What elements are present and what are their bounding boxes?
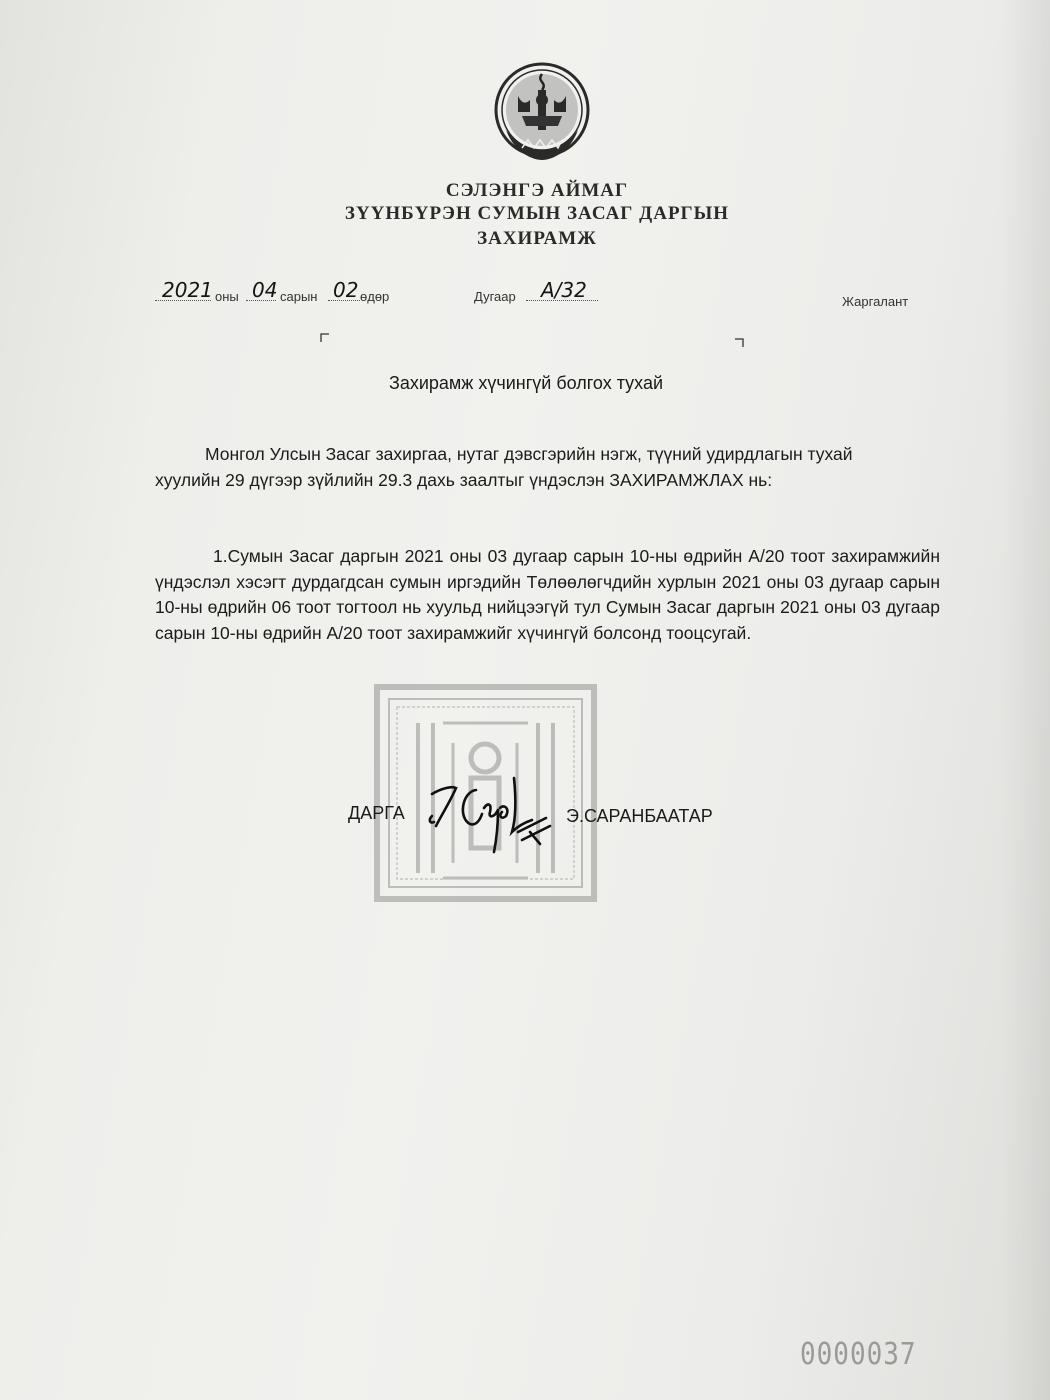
header-office: ЗҮҮНБҮРЭН СУМЫН ЗАСАГ ДАРГЫН bbox=[344, 203, 730, 224]
number-label: Дугаар bbox=[474, 289, 516, 304]
order-number: А/32 bbox=[541, 278, 587, 302]
corner-bracket-left bbox=[320, 333, 330, 343]
intro-paragraph: Монгол Улсын Засаг захиргаа, нутаг дэвсгэрийн нэгж, түүний удирдлагын тухай хуулийн 29 дүгээр зүйлийн 29.3 дахь заалтыг үндэслэн ЗАХИРАМЖЛАХ нь: bbox=[155, 444, 853, 490]
decision-item-1: 1.Сумын Засаг даргын 2021 оны 03 дугаар сарын 10-ны өдрийн А/20 тоот захирамжийн үндэслэл хэсэгт дурдагдсан сумын иргэдийн Төлөөлөгчдийн хурлын 2021 оны 03 дугаар сарын 10-ны өдрийн 06 тоот тогтоол нь хуульд нийцээгүй тул Сумын Засаг даргын 2021 оны 03 дугаар сарын 10-ны өдрийн А/20 тоот захирамжийг хүчингүй болсонд тооцсугай. bbox=[155, 546, 940, 643]
header-doc-type: ЗАХИРАМЖ bbox=[477, 228, 597, 249]
place-name: Жаргалант bbox=[842, 294, 909, 309]
underline bbox=[328, 300, 360, 301]
underline bbox=[526, 300, 598, 301]
handwritten-signature bbox=[422, 768, 562, 858]
date-year-suffix: оны bbox=[215, 289, 239, 304]
date-month-suffix: сарын bbox=[280, 289, 318, 304]
header-province: СЭЛЭНГЭ АЙМАГ bbox=[445, 180, 629, 201]
underline bbox=[246, 300, 276, 301]
serial-number: 0000037 bbox=[800, 1337, 917, 1373]
date-month: 04 bbox=[252, 278, 278, 302]
signatory-name: Э.САРАНБААТАР bbox=[566, 806, 713, 826]
document-title: Захирамж хүчингүй болгох тухай bbox=[388, 373, 664, 393]
date-day: 02 bbox=[333, 278, 359, 302]
corner-bracket-right bbox=[734, 338, 744, 348]
state-emblem-icon bbox=[492, 60, 592, 168]
date-day-suffix: өдөр bbox=[360, 289, 390, 304]
date-year: 2021 bbox=[162, 278, 213, 302]
underline bbox=[155, 300, 211, 301]
signatory-role: ДАРГА bbox=[348, 803, 405, 823]
